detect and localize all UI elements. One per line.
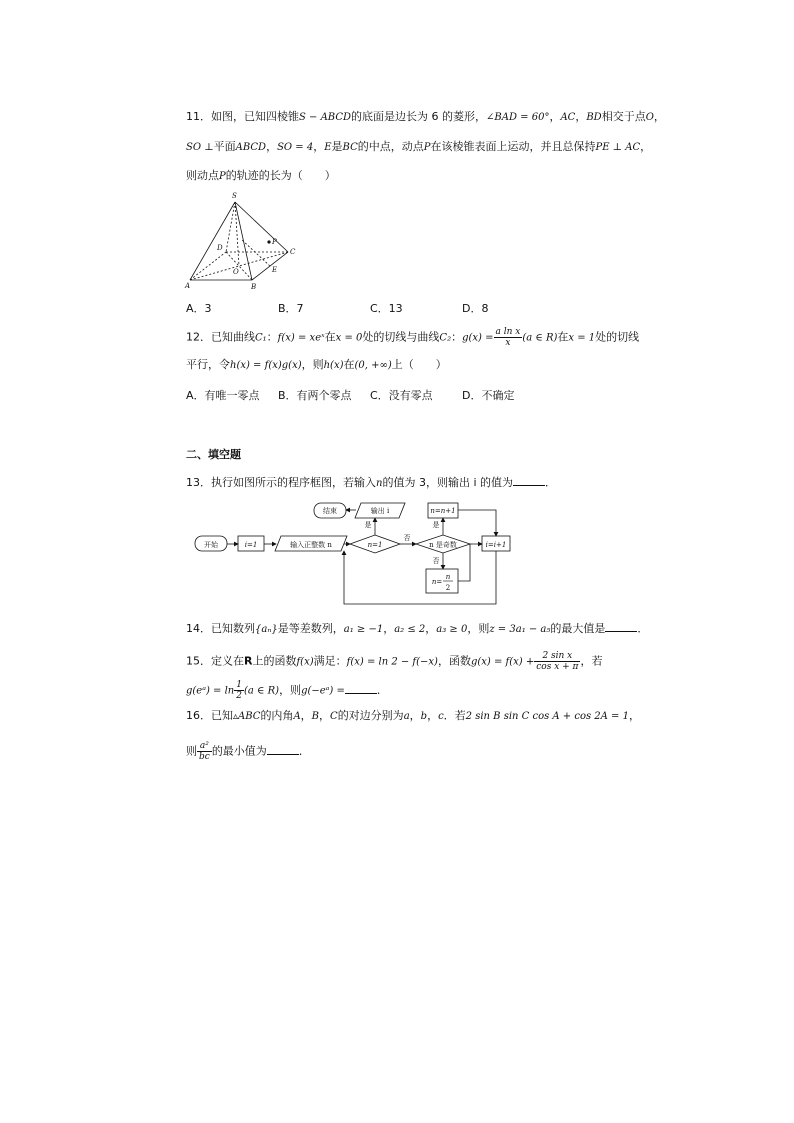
- edge-sa: [190, 202, 235, 280]
- flow-init-label: i=1: [244, 541, 258, 549]
- q15-line1: 15．定义在R上的函数f(x)满足：f(x) = ln 2 − f(−x)，函数g(x) = f(x) + $\frac{\text{2 sin x}}{\text{cos x + π}}$ ，若: [186, 651, 603, 672]
- flow-even-num: n: [445, 573, 451, 581]
- q16-fraction: $\frac{\text{a²}}{bc}$: [199, 741, 210, 762]
- flow-yes2-label: 是: [432, 521, 440, 529]
- q16-answer-blank[interactable]: [267, 744, 299, 755]
- flow-end-label: 结束: [323, 507, 337, 515]
- q12-option-c[interactable]: C．没有零点: [370, 389, 433, 402]
- section-title: 二、填空题: [186, 448, 241, 461]
- flow-inc-label: i=i+1: [485, 541, 507, 549]
- q12-option-d[interactable]: D．不确定: [462, 389, 515, 402]
- q15-fraction: $\frac{\text{2 sin x}}{\text{cos x + π}}$: [536, 651, 579, 672]
- q12-option-a[interactable]: A．有唯一零点: [186, 389, 260, 402]
- q11-option-c[interactable]: C．13: [370, 302, 403, 315]
- pyramid-figure: [180, 190, 310, 290]
- q13-answer-blank[interactable]: [513, 475, 545, 486]
- q15-line2: g(eᵃ) = ln $\frac{1}{2}$ (a ∈ R)，则g(−eᵃ) = ．: [186, 680, 388, 701]
- q12-line2: 平行，令h(x) = f(x)g(x)，则h(x)在(0, +∞)上（ ）: [186, 358, 447, 371]
- flow-yes1-label: 是: [364, 521, 372, 529]
- q11-option-d[interactable]: D．8: [462, 302, 489, 315]
- q12-line1: 12．已知曲线C₁：f(x) = xeˣ在x = 0处的切线与曲线C₂：g(x) = $\frac{\text{a ln x}}{x}$ (a ∈ R)在x = 1处的切线: [186, 327, 640, 348]
- q16-line1: 16．已知▵ABC的内角A，B，C的对边分别为a，b，c．若2 sin B sin C cos A + cos 2A = 1，: [186, 709, 640, 722]
- q13-line: 13．执行如图所示的程序框图，若输入n的值为 3，则输出 i 的值为 ．: [186, 476, 556, 489]
- label-b: B: [251, 283, 257, 290]
- label-c: C: [290, 248, 296, 256]
- q11-option-a[interactable]: A．3: [186, 302, 212, 315]
- label-e: E: [272, 266, 278, 274]
- flow-no2-label: 否: [432, 557, 440, 565]
- flow-cond2-label: n 是奇数: [429, 541, 457, 549]
- q11-line3: 则动点P的轨迹的长为（ ）: [186, 169, 336, 182]
- q15-answer-blank[interactable]: [345, 683, 377, 694]
- flow-no1-label: 否: [403, 534, 411, 542]
- q12-fraction: $\frac{\text{a ln x}}{x}$: [495, 327, 521, 348]
- q12-option-b[interactable]: B．有两个零点: [278, 389, 352, 402]
- q11-line1: 11．如图，已知四棱锥S − ABCD的底面是边长为 6 的菱形，∠BAD = 60°，AC，BD相交于点O，: [186, 110, 665, 123]
- flow-start-label: 开始: [204, 541, 218, 549]
- flow-odd-label: n=n+1: [430, 507, 456, 515]
- label-p: P: [272, 238, 277, 246]
- flow-cond1-label: n=1: [367, 541, 383, 549]
- label-s: S: [232, 192, 237, 200]
- flow-even-den: 2: [445, 584, 451, 592]
- flow-input-label: 输入正整数 n: [290, 541, 332, 549]
- q14-line: 14．已知数列{aₙ}是等差数列，a₁ ≥ −1，a₂ ≤ 2，a₃ ≥ 0，则z = 3a₁ − a₅的最大值是 ．: [186, 622, 649, 635]
- flow-output-label: 输出 i: [370, 507, 390, 515]
- label-d: D: [217, 244, 223, 252]
- label-o: O: [233, 268, 239, 276]
- edge-sc: [235, 202, 288, 252]
- flow-even-lhs: n=: [431, 578, 443, 586]
- q15-half-fraction: $\frac{1}{2}$: [236, 680, 242, 701]
- point-p: [267, 240, 270, 243]
- q14-answer-blank[interactable]: [605, 621, 637, 632]
- label-a: A: [185, 282, 191, 290]
- q11-line2: SO ⊥平面ABCD，SO = 4，E是BC的中点，动点P在该棱锥表面上运动，并且总保持PE ⊥ AC，: [186, 140, 652, 153]
- q11-option-b[interactable]: B．7: [278, 302, 304, 315]
- q16-line2: 则 $\frac{\text{a²}}{bc}$ 的最小值为 ．: [186, 741, 310, 762]
- edge-ad: [190, 252, 226, 280]
- flowchart: [190, 497, 520, 607]
